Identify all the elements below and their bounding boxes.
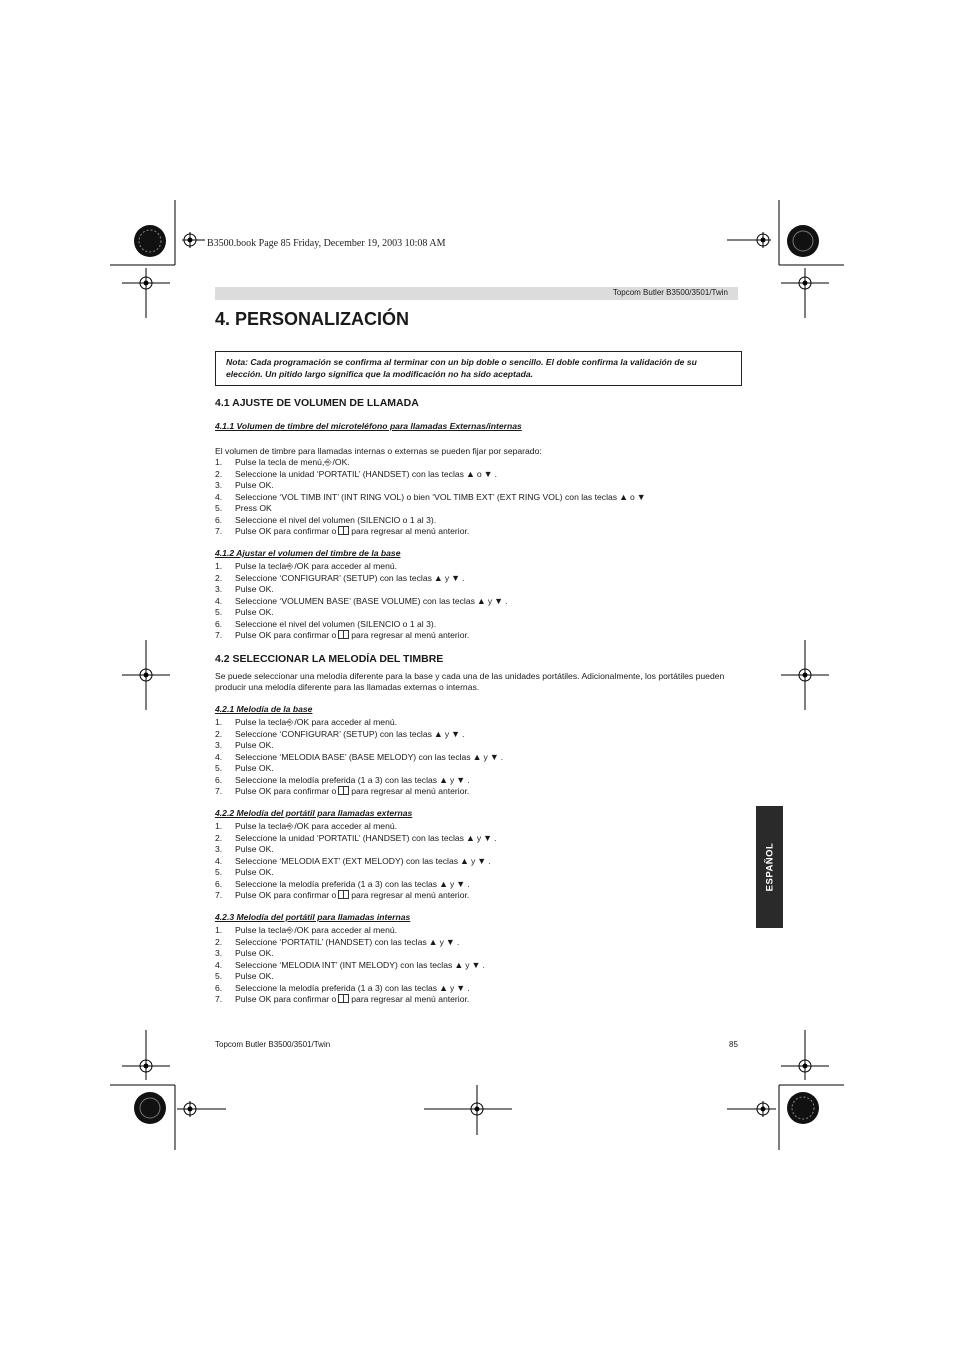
list-item: 1. Pulse la tecla ⎆ /OK para acceder al menú. [215, 717, 398, 727]
up-arrow-icon: ▲ [439, 982, 448, 993]
up-arrow-icon: ▲ [439, 878, 448, 889]
list-item: 6. Seleccione la melodía preferida (1 a 3) con las teclas ▲ y ▼ . [215, 982, 470, 993]
section-4-2-3-heading: 4.2.3 Melodía del portátil para llamadas internas [215, 912, 411, 922]
down-arrow-icon: ▼ [456, 878, 466, 889]
list-item: 2. Seleccione ‘CONFIGURAR’ (SETUP) con las teclas ▲ y ▼ . [215, 728, 465, 739]
list-4-2-3 [215, 925, 755, 1006]
enter-icon: ⎆ [286, 821, 294, 831]
list-item: 5. Pulse OK. [215, 971, 274, 981]
list-4-1-2 [215, 561, 755, 642]
header-bar [215, 287, 738, 300]
list-item: 5. Pulse OK. [215, 607, 274, 617]
up-arrow-icon: ▲ [465, 468, 475, 479]
language-tab [756, 806, 783, 928]
section-4-1-1-heading: 4.1.1 Volumen de timbre del microteléfono para llamadas Externas/internas [215, 421, 522, 431]
list-item: 6. Seleccione la melodía preferida (1 a 3) con las teclas ▲ y ▼ . [215, 878, 470, 889]
page-title: 4. PERSONALIZACIÓN [215, 309, 410, 329]
list-item: 6. Seleccione la melodía preferida (1 a 3) con las teclas ▲ y ▼ . [215, 774, 470, 785]
list-item: 3. Pulse OK. [215, 584, 274, 594]
phonebook-icon [338, 890, 349, 899]
list-item: 2. Seleccione ‘PORTATIL’ (HANDSET) con las teclas ▲ y ▼ . [215, 936, 460, 947]
down-arrow-icon: ▼ [477, 855, 487, 866]
list-item: 2. Seleccione la unidad ‘PORTATIL’ (HANDSET) con las teclas ▲ o ▼ . [215, 468, 497, 479]
list-item: 5. Pulse OK. [215, 763, 274, 773]
enter-icon: ⎆ [324, 457, 332, 467]
down-arrow-icon: ▼ [445, 936, 455, 947]
section-4-2-heading: 4.2 SELECCIONAR LA MELODÍA DEL TIMBRE [215, 653, 444, 665]
footer-product: Topcom Butler B3500/3501/Twin [215, 1040, 331, 1049]
up-arrow-icon: ▲ [454, 959, 464, 970]
list-item: 3. Pulse OK. [215, 948, 274, 958]
enter-icon: ⎆ [286, 717, 294, 727]
section-4-2-1-heading: 4.2.1 Melodía de la base [215, 704, 313, 714]
list-item: 1. Pulse la tecla ⎆ /OK para acceder al menú. [215, 561, 398, 571]
section-4-1-1-intro: El volumen de timbre para llamadas internas o externas se pueden fijar por separado: [215, 446, 542, 456]
list-4-1-1 [215, 457, 755, 538]
up-arrow-icon: ▲ [428, 936, 438, 947]
list-item: 3. Pulse OK. [215, 480, 274, 490]
list-item: 6. Seleccione el nivel del volumen (SILENCIO o 1 al 3). [215, 618, 437, 629]
list-item: 1. Pulse la tecla ⎆ /OK para acceder al menú. [215, 821, 398, 831]
phonebook-icon [338, 526, 349, 535]
down-arrow-icon: ▼ [471, 959, 481, 970]
up-arrow-icon: ▲ [476, 595, 486, 606]
list-item: 4. Seleccione ‘VOL TIMB INT’ (INT RING VOL) o bien ‘VOL TIMB EXT’ (EXT RING VOL) con las teclas ▲ o ▼ [215, 491, 646, 502]
down-arrow-icon: ▼ [451, 572, 461, 583]
language-tab-label: ESPAÑOL [764, 842, 775, 892]
up-arrow-icon: ▲ [465, 832, 475, 843]
enter-icon: ⎆ [286, 925, 294, 935]
down-arrow-icon: ▼ [456, 982, 466, 993]
section-4-1-2-heading: 4.1.2 Ajustar el volumen del timbre de la base [215, 548, 401, 558]
list-item: 7. Pulse OK para confirmar o para regresar al menú anterior. [215, 890, 470, 900]
list-4-2-2 [215, 821, 755, 902]
up-arrow-icon: ▲ [439, 774, 448, 785]
up-arrow-icon: ▲ [472, 751, 482, 762]
list-item: 2. Seleccione ‘CONFIGURAR’ (SETUP) con las teclas ▲ y ▼ . [215, 572, 465, 583]
down-arrow-icon: ▼ [456, 774, 466, 785]
down-arrow-icon: ▼ [483, 832, 493, 843]
down-arrow-icon: ▼ [489, 751, 499, 762]
phonebook-icon [338, 786, 349, 795]
list-item: 7. Pulse OK para confirmar o para regresar al menú anterior. [215, 526, 470, 536]
section-4-2-intro: Se puede seleccionar una melodía diferente para la base y cada una de las unidades portátiles. Adicionalmente, los portátiles pueden producir una melodía diferente para las llamadas externas o internas. [215, 671, 725, 692]
list-item: 1. Pulse la tecla ⎆ /OK para acceder al menú. [215, 925, 398, 935]
down-arrow-icon: ▼ [451, 728, 461, 739]
list-item: 2. Seleccione la unidad ‘PORTATIL’ (HANDSET) con las teclas ▲ y ▼ . [215, 832, 497, 843]
list-item: 5. Press OK [215, 503, 272, 513]
list-item: 5. Pulse OK. [215, 867, 274, 877]
enter-icon: ⎆ [286, 561, 294, 571]
note-box: Nota: Cada programación se confirma al terminar con un bip doble o sencillo. El doble confirma la validación de su elección. Un pitido largo significa que la modificación no ha sido aceptada. [215, 351, 742, 386]
list-item: 7. Pulse OK para confirmar o para regresar al menú anterior. [215, 630, 470, 640]
list-item: 7. Pulse OK para confirmar o para regresar al menú anterior. [215, 994, 470, 1004]
down-arrow-icon: ▼ [636, 491, 646, 502]
page-number: 85 [729, 1040, 738, 1049]
down-arrow-icon: ▼ [494, 595, 504, 606]
list-item: 3. Pulse OK. [215, 740, 274, 750]
list-item: 7. Pulse OK para confirmar o para regresar al menú anterior. [215, 786, 470, 796]
list-item: 4. Seleccione ‘VOLUMEN BASE’ (BASE VOLUME) con las teclas ▲ y ▼ . [215, 595, 508, 606]
list-item: 4. Seleccione ‘MELODIA INT’ (INT MELODY) con las teclas ▲ y ▼ . [215, 959, 485, 970]
list-item: 3. Pulse OK. [215, 844, 274, 854]
list-item: 4. Seleccione ‘MELODIA BASE’ (BASE MELODY) con las teclas ▲ y ▼ . [215, 751, 504, 762]
list-item: 4. Seleccione ‘MELODIA EXT’ (EXT MELODY) con las teclas ▲ y ▼ . [215, 855, 491, 866]
phonebook-icon [338, 994, 349, 1003]
up-arrow-icon: ▲ [460, 855, 469, 866]
list-item: 6. Seleccione el nivel del volumen (SILENCIO o 1 al 3). [215, 514, 437, 525]
section-4-1-heading: 4.1 AJUSTE DE VOLUMEN DE LLAMADA [215, 397, 419, 409]
print-info: B3500.book Page 85 Friday, December 19, 2003 10:08 AM [207, 238, 446, 249]
phonebook-icon [338, 630, 349, 639]
up-arrow-icon: ▲ [433, 572, 443, 583]
up-arrow-icon: ▲ [433, 728, 443, 739]
up-arrow-icon: ▲ [619, 491, 628, 502]
section-4-2-2-heading: 4.2.2 Melodía del portátil para llamadas externas [215, 808, 413, 818]
list-item: 1. Pulse la tecla de menú, ⎆ /OK. [215, 457, 350, 467]
down-arrow-icon: ▼ [483, 468, 493, 479]
list-4-2-1 [215, 717, 755, 798]
header-product: Topcom Butler B3500/3501/Twin [612, 288, 728, 297]
